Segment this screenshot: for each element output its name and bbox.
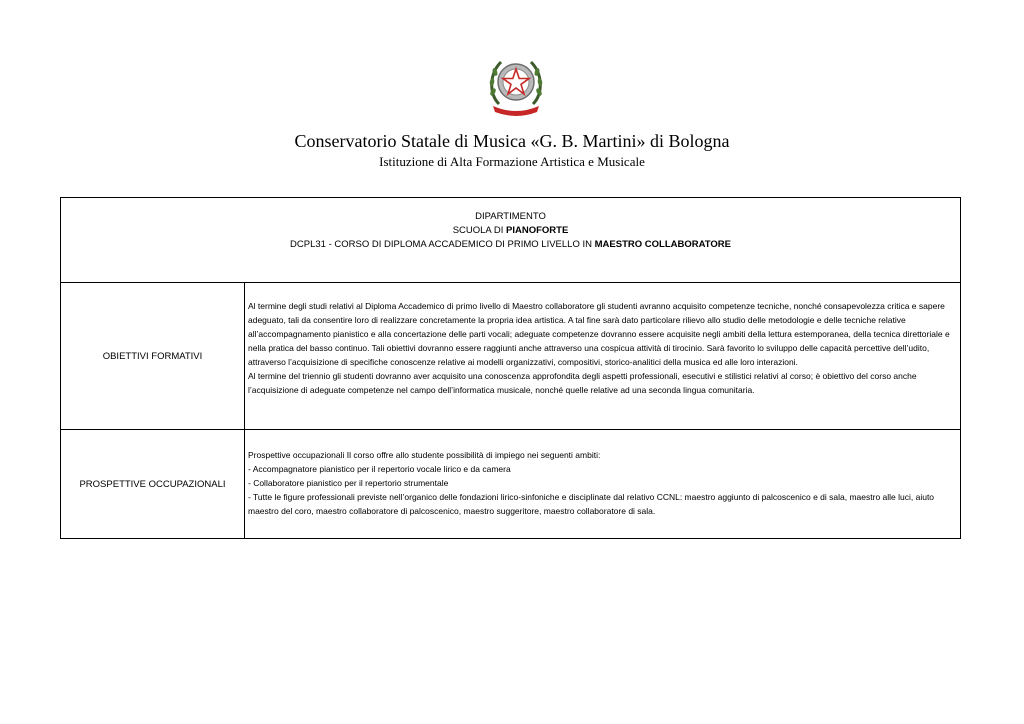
school-name: PIANOFORTE — [506, 225, 569, 236]
list-item: - Accompagnatore pianistico per il repertorio vocale lirico e da camera — [248, 464, 511, 474]
row-content-obiettivi — [246, 283, 960, 429]
table-heading — [61, 198, 960, 283]
course-table — [60, 197, 961, 539]
list-item: - Tutte le figure professionali previste nell’organico delle fondazioni lirico-sinfoniche e disciplinate dal relativo CCNL: maestro aggiunto di palcoscenico e di sala, maestro alle luci, aiuto maestro del coro, maestro collaboratore di palcoscenico, maestro suggeritore, maestro collaboratore di sala. — [248, 492, 935, 516]
table-row-prospettive — [61, 430, 960, 538]
italian-republic-emblem-icon — [483, 52, 549, 118]
occupation-list — [248, 462, 954, 518]
table-row-obiettivi — [61, 283, 960, 430]
department-line: DIPARTIMENTO — [475, 211, 546, 222]
course-line: DCPL31 - CORSO DI DIPLOMA ACCADEMICO DI PRIMO LIVELLO IN MAESTRO COLLABORATORE — [290, 239, 731, 250]
row-content-prospettive — [246, 430, 960, 538]
paragraph: Al termine del triennio gli studenti dovranno aver acquisito una conoscenza approfondita degli aspetti professionali, esecutivi e stilistici relativi al corso; è obiettivo del corso anche l’acquisizione di adeguate competenze nel campo dell’informatica musicale, nonché quelle relative ad una seconda lingua comunitaria. — [248, 371, 917, 395]
row-label-prospettive: PROSPETTIVE OCCUPAZIONALI — [61, 430, 245, 538]
institution-subtitle: Istituzione di Alta Formazione Artistica e Musicale — [379, 154, 645, 169]
institution-title: Conservatorio Statale di Musica «G. B. Martini» di Bologna — [294, 131, 730, 151]
row-label-obiettivi: OBIETTIVI FORMATIVI — [61, 283, 245, 429]
course-name: MAESTRO COLLABORATORE — [594, 239, 731, 250]
list-item: - Collaboratore pianistico per il repertorio strumentale — [248, 478, 449, 488]
school-line: SCUOLA DI PIANOFORTE — [452, 225, 569, 236]
paragraph: Prospettive occupazionali Il corso offre allo studente possibilità di impiego nei seguenti ambiti: — [248, 450, 601, 460]
paragraph: Al termine degli studi relativi al Diploma Accademico di primo livello di Maestro collaboratore gli studenti avranno acquisito competenze tecniche, nonché consapevolezza critica e sapere adeguato, tali da consentire loro di realizzare concretamente la propria idea artistica. A tal fine sarà dato particolare rilievo allo studio delle metodologie e delle tecniche relative all’accompagnamento pianistico e alla concertazione delle parti vocali; adeguate competenze dovranno essere acquisite negli ambiti della lettura estemporanea, della tecnica direttoriale e nella pratica del basso continuo. Tali obiettivi dovranno essere raggiunti anche attraverso una cospicua attività di tirocinio. Sarà favorito lo sviluppo delle capacità percettive dell’udito, attraverso l’acquisizione di specifiche conoscenze relative ai modelli organizzativi, compositivi, storico-analitici della musica ed alle loro interazioni. — [248, 301, 950, 367]
